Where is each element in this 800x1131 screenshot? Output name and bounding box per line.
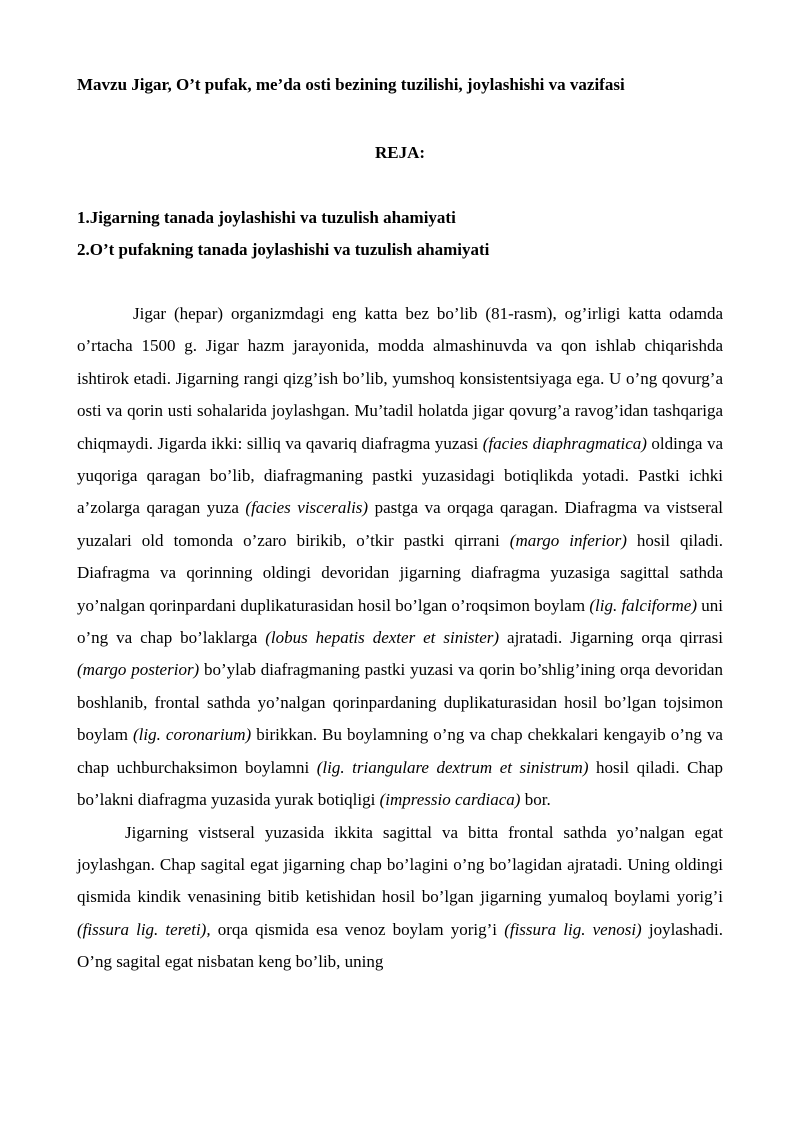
latin-term: (margo posterior): [77, 660, 200, 680]
latin-term: (fissura lig. tereti),: [77, 919, 211, 939]
text-run: joylashadi. O’ng sagital egat nisbatan keng bo’lib, uning: [77, 919, 723, 972]
paragraph-1: [77, 298, 723, 817]
text-run: hosil qiladi. Chap bo’lakni diafragma yuzasida yurak botiqligi: [77, 757, 724, 810]
plan-item-2: 2.O’t pufakning tanada joylashishi va tuzulish ahamiyati: [77, 240, 490, 259]
text-run: bor.: [520, 790, 551, 810]
latin-term: (lig. falciforme): [589, 595, 697, 615]
text-run: bo’ylab diafragmaning pastki yuzasi va qorin bo’shlig’ining orqa devoridan boshlanib, frontal sathda yo’nalgan qorinpardaning duplikaturasidan hosil bo’lgan tojsimon boylam: [77, 660, 723, 745]
text-run: uni o’ng va chap bo’laklarga: [77, 595, 723, 648]
text-run: oldinga va yuqoriga qaragan bo’lib, diafragmaning pastki yuzasidagi botiqlikda yotadi. Pastki ichki a’zolarga qaragan yuza: [77, 433, 723, 518]
plan-item-1: 1.Jigarning tanada joylashishi va tuzulish ahamiyati: [77, 208, 456, 227]
text-run: birikkan. Bu boylamning o’ng va chap chekkalari kengayib o’ng va chap uchburchaksimon boylamni: [77, 725, 723, 777]
latin-term: (facies visceralis): [245, 498, 369, 518]
text-run: hosil qiladi. Diafragma va qorinning oldingi devoridan jigarning diafragma yuzasiga sagittal sathda yo’nalgan qorinpardani duplikaturasidan hosil bo’lgan o’roqsimon boylam: [77, 530, 724, 615]
latin-term: (fissura lig. venosi): [504, 919, 642, 939]
body-text: [77, 298, 723, 979]
latin-term: (margo inferior): [509, 530, 627, 550]
text-run: Jigar (hepar) organizmdagi eng katta bez bo’lib (81-rasm), og’irligi katta odamda o’rtacha 1500 g. Jigar hazm jarayonida, modda almashinuvda va qon ishlab chiqarishda ishtirok etadi. Jigarning rangi qizg’ish bo’lib, yumshoq konsistentsiyaga ega. U o’ng qovurg’a osti va qorin usti sohalarida joylashgan. Mu’tadil holatda jigar qovurg’a ravog’idan tashqariga chiqmaydi. Jigarda ikki: silliq va qavariq diafragma yuzasi: [77, 304, 723, 453]
plan-heading: [0, 143, 800, 163]
text-run: orqa qismida esa venoz boylam yorig’i: [210, 919, 505, 939]
text-run: Jigarning vistseral yuzasida ikkita sagittal va bitta frontal sathda yo’nalgan egat joylashgan. Chap sagital egat jigarning chap bo’lagini o’ng bo’lagidan ajratadi. Uning oldingi qismida kindik venasining bitib ketishidan hosil bo’lgan jigarning yumaloq boylami yorig’i: [77, 822, 723, 907]
text-run: ajratadi. Jigarning orqa qirrasi: [499, 628, 723, 648]
latin-term: (facies diaphragmatica): [482, 433, 647, 453]
document-title: Mavzu Jigar, O’t pufak, me’da osti bezining tuzilishi, joylashishi va vazifasi: [77, 75, 625, 94]
latin-term: (lig. triangulare dextrum et sinistrum): [316, 757, 589, 777]
paragraph-2: [77, 817, 723, 979]
latin-term: (lig. coronarium): [133, 725, 252, 745]
latin-term: (lobus hepatis dexter et sinister): [265, 628, 500, 648]
latin-term: (impressio cardiaca): [379, 790, 521, 810]
plan-heading-text: REJA:: [374, 143, 426, 162]
text-run: pastga va orqaga qaragan. Diafragma va vistseral yuzalari old tomonda o’zaro birikib, o’tkir pastki qirrani: [77, 498, 723, 550]
